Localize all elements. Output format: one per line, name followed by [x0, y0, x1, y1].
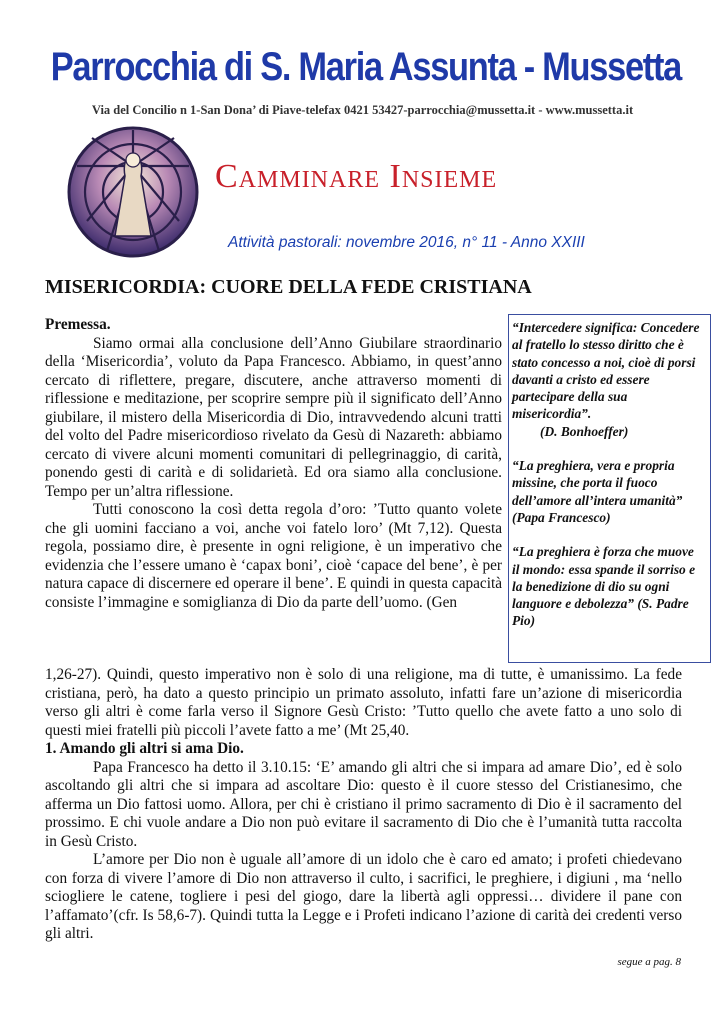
quote-author: (D. Bonhoeffer)	[540, 423, 629, 439]
paragraph-1: Siamo ormai alla conclusione dell’Anno Giubilare straordinario della ‘Misericordia’, voluto da Papa Francesco. Abbiamo, in quest’anno cercato di riflettere, pregare, discutere, anche attraverso momenti di riflessione e meditazione, per scoprire sempre più il significato dell’Anno giubilare, il mistero della Misericordia di Dio, intravvedendo alcuni tratti del volto del Padre misericordioso rivelato da Gesù di Nazareth: abbiamo cercato di vivere alcuni momenti comunitari di pellegrinaggio, di carità, ponendo gesti di carità e di solidarietà. Ed ora siamo alla conclusione. Tempo per un’altra riflessione.	[45, 334, 502, 500]
paragraph-3: Papa Francesco ha detto il 3.10.15: ‘E’ amando gli altri che si impara ad amare Dio’, ed è solo ascoltando gli altri che si impara ad ascoltare Dio: questo è il cuore stesso del Cristianesimo, che afferma un Dio fattosi uomo. Allora, per chi è cristiano il primo sacramento di Dio è il sacramento del prossimo. E chi vuole andare a Dio non può evitare il sacramento di Dio che è l’umanità tutta raccolta in Gesù Cristo.	[45, 758, 682, 850]
issue-line: Attività pastorali: novembre 2016, n° 11 - Anno XXIII	[228, 234, 585, 251]
quote-text: “La preghiera, vera e propria missine, che porta il fuoco dell’amore all’intera umanità” (Papa Francesco)	[512, 458, 683, 525]
masthead-title: Parrocchia di S. Maria Assunta - Mussetta	[50, 45, 681, 89]
quote-text: “La preghiera è forza che muove il mondo: essa spande il sorriso e la benedizione di dio su ogni languore e debolezza” (S. Padre Pio)	[512, 544, 696, 629]
article-headline: MISERICORDIA: CUORE DELLA FEDE CRISTIANA	[45, 276, 532, 298]
stained-glass-madonna-icon	[67, 126, 199, 258]
quotes-box	[508, 314, 711, 663]
article-full-width	[45, 666, 682, 944]
continued-note: segue a pag. 8	[617, 956, 681, 968]
paragraph-4: L’amore per Dio non è uguale all’amore di un idolo che è caro ed amato; i profeti chiedevano con forza di vivere l’amore di Dio non attraverso il culto, i sacrifici, le preghiere, i digiuni , ma ‘nello sciogliere le catene, togliere i pesi del giogo, dare la libertà agli oppressi… dividere il pane con l’affamato’(cfr. Is 58,6-7). Quindi tutta la Legge e i Profeti indicano l’azione di carità dei credenti verso gli altri.	[45, 851, 682, 942]
quote-1	[512, 319, 704, 440]
quote-text: “Intercedere significa: Concedere al fratello lo stesso diritto che è stato concesso a noi, cioè di porsi davanti a cristo ed essere partecipare della sua misericordia”.	[512, 320, 700, 422]
premise-heading: Premessa.	[45, 316, 111, 333]
quote-3	[512, 543, 704, 629]
newsletter-name: Camminare Insieme	[215, 158, 498, 195]
article-column	[45, 316, 502, 612]
section-1-heading: 1. Amando gli altri si ama Dio.	[45, 740, 244, 757]
quote-2	[512, 457, 704, 526]
paragraph-2: Tutti conoscono la così detta regola d’oro: ’Tutto quanto volete che gli uomini facciano a voi, anche voi fatelo loro’ (Mt 7,12). Questa regola, possiamo dire, è presente in ogni religione, è un imperativo che evidenzia che l’essere umano è ‘capax boni’, cioè ‘capace del bene’, è per natura capace di discernere ed operare il bene’. E quindi in questa capacità consiste l’immagine e somiglianza di Dio da parte dell’uomo. (Gen	[45, 501, 502, 611]
parish-address: Via del Concilio n 1-San Dona’ di Piave-telefax 0421 53427-parrocchia@mussetta.it - www.mussetta.it	[91, 103, 634, 117]
paragraph-2-continued: 1,26-27). Quindi, questo imperativo non è solo di una religione, ma di tutte, è umanissimo. La fede cristiana, però, ha dato a questo principio un primato assoluto, infatti fare un’azione di misericordia verso gli altri è come farla verso il Signore Gesù Cristo: ’Tutto quello che avete fatto a uno solo di questi miei fratelli più piccoli l’avete fatto a me’ (Mt 25,40.	[45, 666, 682, 739]
